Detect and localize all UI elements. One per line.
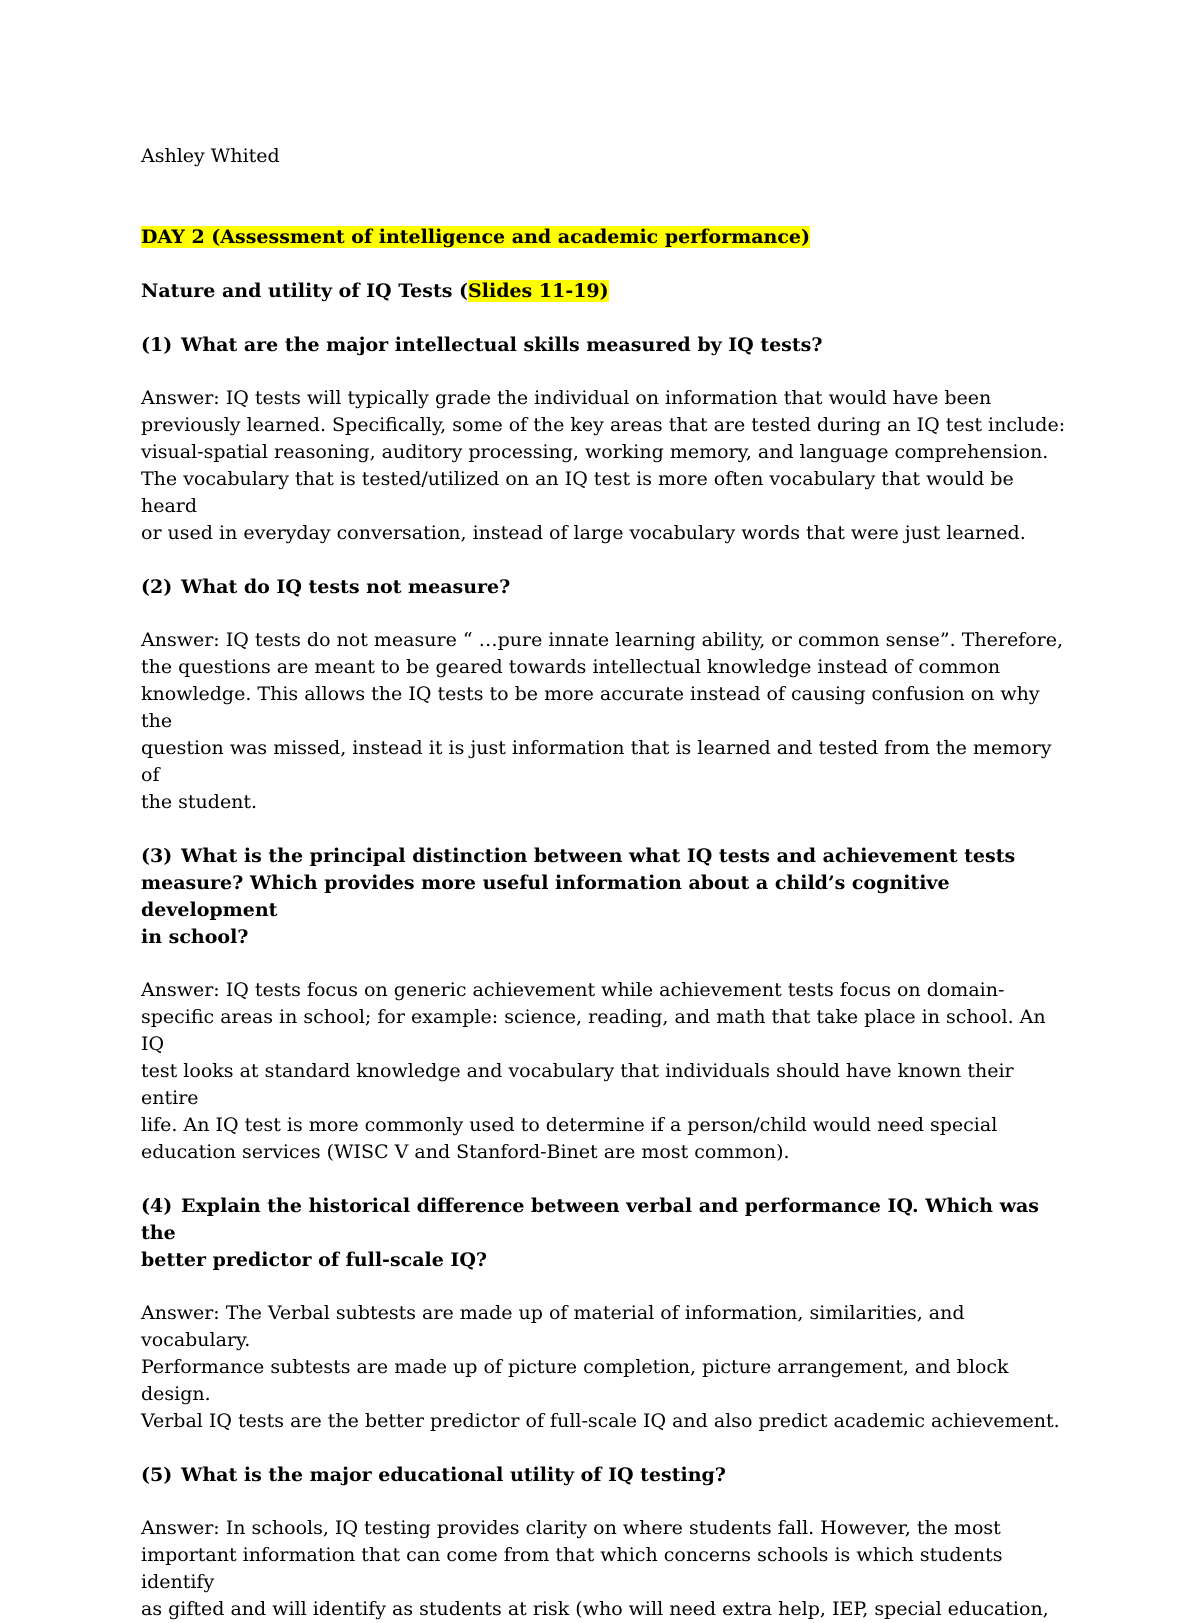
answer-line: education services (WISC V and Stanford-Binet are most common). [141,1141,790,1163]
answer-line: Performance subtests are made up of picture completion, picture arrangement, and block design. [141,1356,1009,1405]
answer-4 [141,1300,1071,1435]
answer-2 [141,627,1071,816]
answer-line: Answer: IQ tests do not measure “ …pure innate learning ability, or common sense”. Therefore, [141,629,1064,651]
answer-line: the student. [141,791,258,813]
answer-line: question was missed, instead it is just information that is learned and tested from the memory of [141,737,1052,786]
question-text: Explain the historical difference between verbal and performance IQ. Which was the [141,1195,1039,1244]
question-number: (4) [141,1195,173,1217]
section-heading [141,278,1071,305]
question-number: (3) [141,845,173,867]
question-text: measure? Which provides more useful information about a child’s cognitive development [141,872,950,921]
document-content [141,143,1071,1623]
answer-line: the questions are meant to be geared towards intellectual knowledge instead of common [141,656,1001,678]
answer-line: important information that can come from that which concerns schools is which students identify [141,1544,1003,1593]
day-heading-text: DAY 2 (Assessment of intelligence and academic performance) [141,226,810,248]
question-text: What do IQ tests not measure? [181,576,511,598]
question-1 [141,332,1071,359]
section-heading-prefix: Nature and utility of IQ Tests ( [141,280,469,302]
question-number: (5) [141,1464,173,1486]
question-number: (1) [141,334,173,356]
question-2 [141,574,1071,601]
question-text: better predictor of full-scale IQ? [141,1249,488,1271]
answer-line: The vocabulary that is tested/utilized on an IQ test is more often vocabulary that would be heard [141,468,1014,517]
question-text: What is the principal distinction between what IQ tests and achievement tests [181,845,1016,867]
answer-line: or used in everyday conversation, instead of large vocabulary words that were just learned. [141,522,1026,544]
answer-line: Answer: The Verbal subtests are made up of material of information, similarities, and vocabulary. [141,1302,965,1351]
answer-line: life. An IQ test is more commonly used to determine if a person/child would need special [141,1114,998,1136]
answer-line: Verbal IQ tests are the better predictor of full-scale IQ and also predict academic achievement. [141,1410,1060,1432]
answer-line: previously learned. Specifically, some of the key areas that are tested during an IQ test include: [141,414,1066,436]
answer-line: Answer: IQ tests focus on generic achievement while achievement tests focus on domain- [141,979,1005,1001]
question-number: (2) [141,576,173,598]
answer-3 [141,977,1071,1166]
question-text: What is the major educational utility of IQ testing? [181,1464,726,1486]
answer-line: test looks at standard knowledge and vocabulary that individuals should have known their entire [141,1060,1014,1109]
question-text: What are the major intellectual skills measured by IQ tests? [181,334,823,356]
section-heading-highlight: Slides 11-19) [468,280,609,302]
answer-1 [141,385,1071,547]
question-text: in school? [141,926,249,948]
answer-line: knowledge. This allows the IQ tests to be more accurate instead of causing confusion on why the [141,683,1040,732]
question-5 [141,1462,1071,1489]
answer-line: Answer: In schools, IQ testing provides clarity on where students fall. However, the most [141,1517,1001,1539]
question-4 [141,1193,1071,1274]
answer-line: Answer: IQ tests will typically grade the individual on information that would have been [141,387,992,409]
answer-5 [141,1515,1071,1623]
answer-line: specific areas in school; for example: science, reading, and math that take place in school. An IQ [141,1006,1046,1055]
question-3 [141,843,1071,951]
author-name: Ashley Whited [141,145,280,167]
answer-line: visual-spatial reasoning, auditory processing, working memory, and language comprehension. [141,441,1049,463]
day-heading [141,224,1071,251]
answer-line: as gifted and will identify as students at risk (who will need extra help, IEP, special education, [141,1598,1049,1620]
